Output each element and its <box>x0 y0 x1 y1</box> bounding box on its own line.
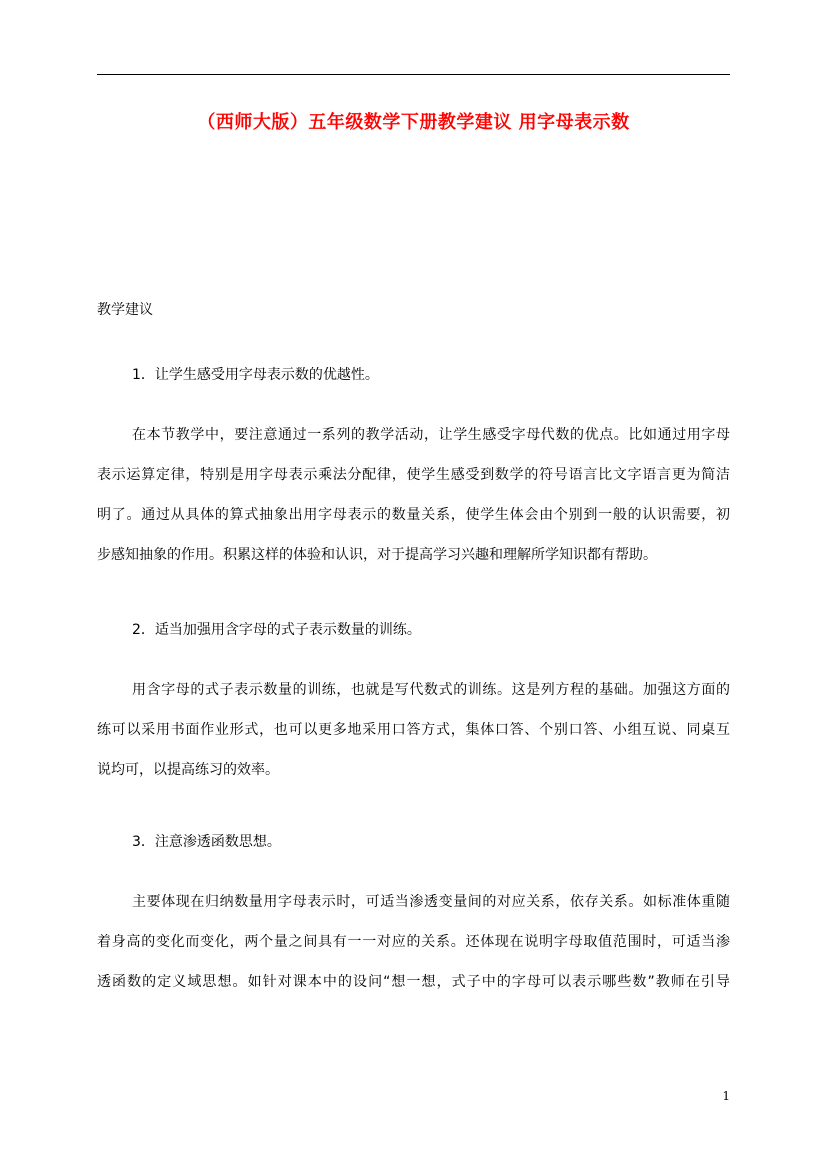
item-paragraph-1 <box>97 425 730 585</box>
paragraph-line: 用含字母的式子表示数量的训练，也就是写代数式的训练。这是列方程的基础。加强这方面的 <box>132 682 730 698</box>
paragraph-line: 明了。通过从具体的算式抽象出用字母表示的数量关系，使学生体会由个别到一般的认识需要，初 <box>97 507 730 523</box>
item-paragraph-2 <box>97 680 730 800</box>
item-heading-3: 3．注意渗透函数思想。 <box>132 834 281 850</box>
paragraph-line: 在本节教学中，要注意通过一系列的教学活动，让学生感受字母代数的优点。比如通过用字母 <box>132 427 730 443</box>
paragraph-line: 表示运算定律，特别是用字母表示乘法分配律，使学生感受到数学的符号语言比文字语言更为简洁 <box>97 467 730 483</box>
header-rule <box>97 74 730 75</box>
section-label: 教学建议 <box>97 302 153 318</box>
document-title: （西师大版）五年级数学下册教学建议 用字母表示数 <box>197 112 630 133</box>
item-heading-1: 1．让学生感受用字母表示数的优越性。 <box>132 367 379 383</box>
paragraph-line: 练可以采用书面作业形式，也可以更多地采用口答方式，集体口答、个别口答、小组互说、同桌互 <box>97 722 730 738</box>
item-heading-2: 2．适当加强用含字母的式子表示数量的训练。 <box>132 622 421 638</box>
paragraph-line: 主要体现在归纳数量用字母表示时，可适当渗透变量间的对应关系，依存关系。如标准体重随 <box>132 894 730 910</box>
paragraph-line: 透函数的定义域思想。如针对课本中的设问“想一想，式子中的字母可以表示哪些数”教师在引导 <box>97 974 730 990</box>
page-number: 1 <box>722 1089 730 1103</box>
item-paragraph-3 <box>97 892 730 1012</box>
paragraph-line: 着身高的变化而变化，两个量之间具有一一对应的关系。还体现在说明字母取值范围时，可适当渗 <box>97 934 730 950</box>
paragraph-line: 步感知抽象的作用。积累这样的体验和认识，对于提高学习兴趣和理解所学知识都有帮助。 <box>97 547 657 563</box>
paragraph-line: 说均可，以提高练习的效率。 <box>97 762 279 778</box>
